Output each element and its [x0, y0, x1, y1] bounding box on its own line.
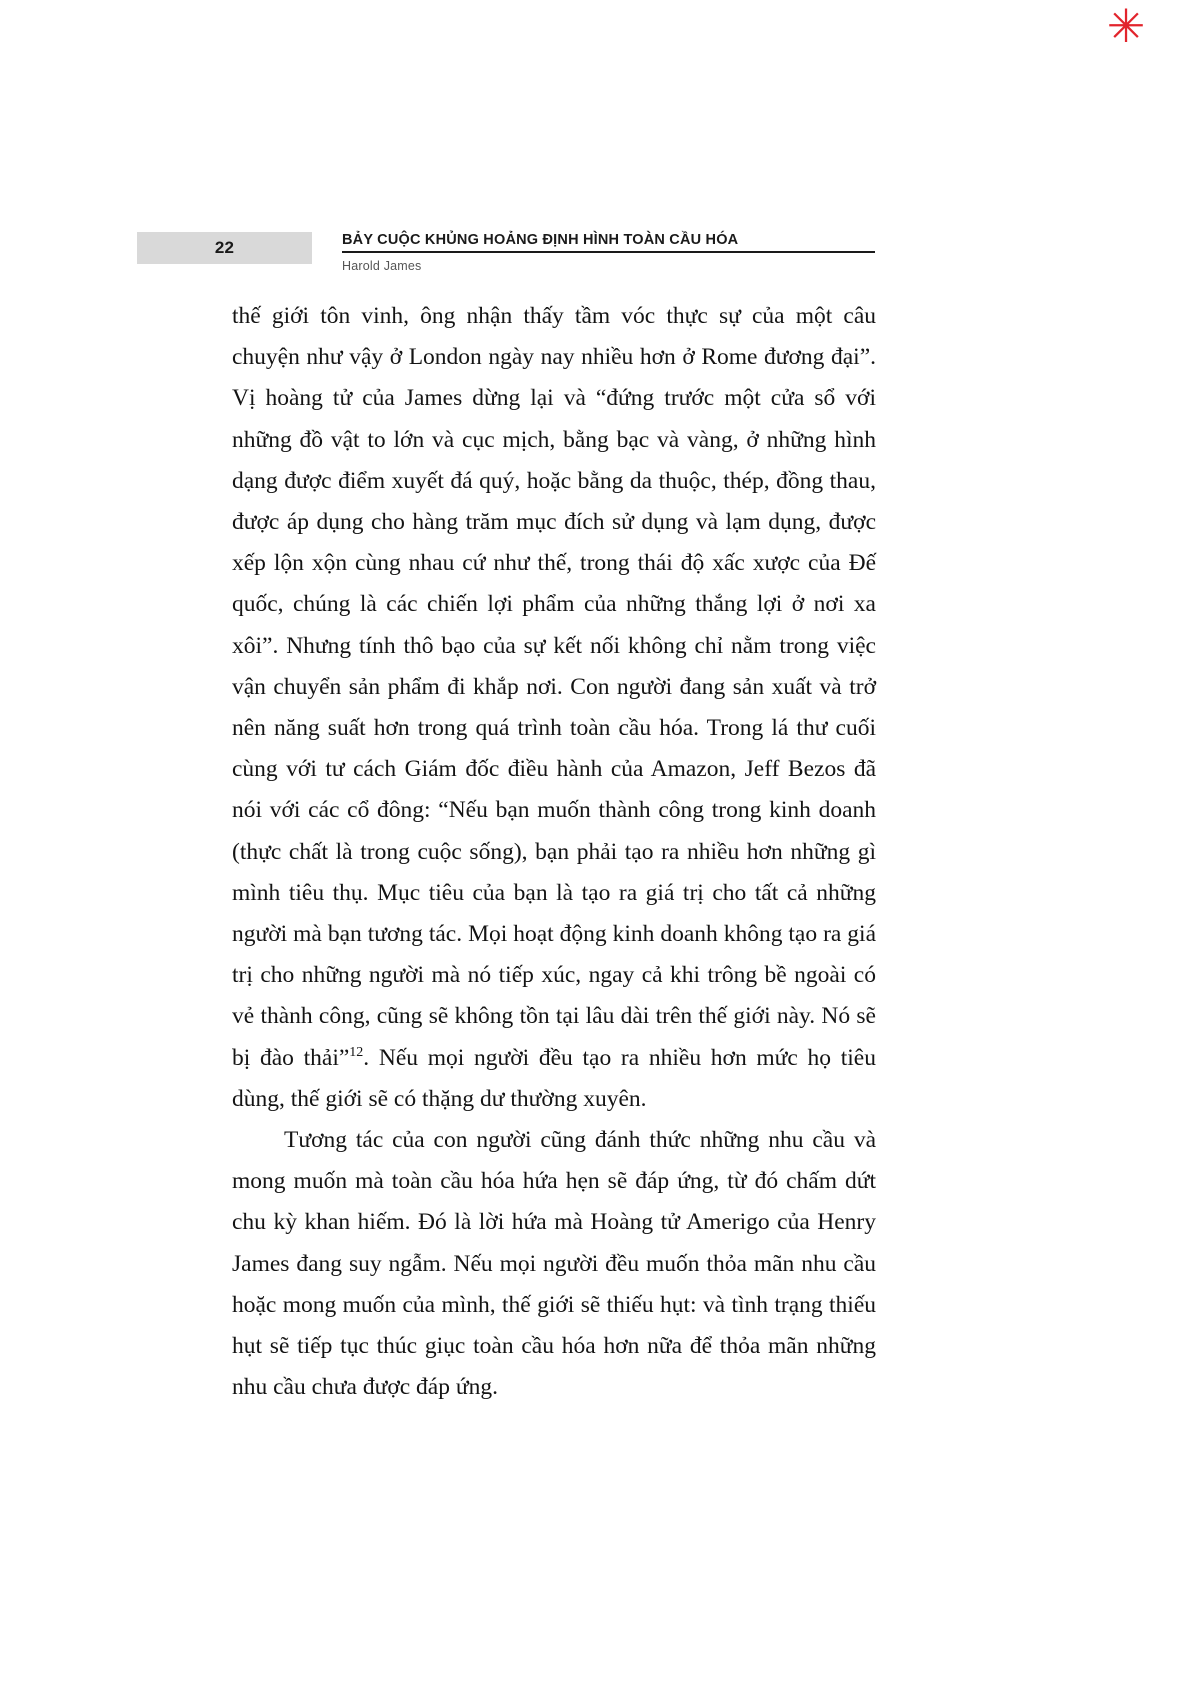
header-rule	[342, 251, 875, 253]
paragraph-1	[232, 296, 876, 1120]
author-name: Harold James	[342, 258, 422, 273]
asterisk-icon: ✳	[1106, 0, 1146, 53]
paragraph-1-main: thế giới tôn vinh, ông nhận thấy tầm vóc thực sự của một câu chuyện như vậy ở London ngày nay nhiều hơn ở Rome đương đại”. Vị hoàng tử của James dừng lại và “đứng trước một cửa sổ với những đồ vật to lớn và cục mịch, bằng bạc và vàng, ở những hình dạng được điểm xuyết đá quý, hoặc bằng da thuộc, thép, đồng thau, được áp dụng cho hàng trăm mục đích sử dụng và lạm dụng, được xếp lộn xộn cùng nhau cứ như thế, trong thái độ xấc xược của Đế quốc, chúng là các chiến lợi phẩm của những thắng lợi ở nơi xa xôi”. Nhưng tính thô bạo của sự kết nối không chỉ nằm trong việc vận chuyển sản phẩm đi khắp nơi. Con người đang sản xuất và trở nên năng suất hơn trong quá trình toàn cầu hóa. Trong lá thư cuối cùng với tư cách Giám đốc điều hành của Amazon, Jeff Bezos đã nói với các cổ đông: “Nếu bạn muốn thành công trong kinh doanh (thực chất là trong cuộc sống), bạn phải tạo ra nhiều hơn những gì mình tiêu thụ. Mục tiêu của bạn là tạo ra giá trị cho tất cả những người mà bạn tương tác. Mọi hoạt động kinh doanh không tạo ra giá trị cho những người mà nó tiếp xúc, ngay cả khi trông bề ngoài có vẻ thành công, cũng sẽ không tồn tại lâu dài trên thế giới này. Nó sẽ bị đào thải”	[232, 303, 876, 1071]
paragraph-2: Tương tác của con người cũng đánh thức những nhu cầu và mong muốn mà toàn cầu hóa hứa hẹn sẽ đáp ứng, từ đó chấm dứt chu kỳ khan hiếm. Đó là lời hứa mà Hoàng tử Amerigo của Henry James đang suy ngẫm. Nếu mọi người đều muốn thỏa mãn nhu cầu hoặc mong muốn của mình, thế giới sẽ thiếu hụt: và tình trạng thiếu hụt sẽ tiếp tục thúc giục toàn cầu hóa hơn nữa để thỏa mãn những nhu cầu chưa được đáp ứng.	[232, 1127, 876, 1401]
book-title: BẢY CUỘC KHỦNG HOẢNG ĐỊNH HÌNH TOÀN CẦU HÓA	[342, 232, 739, 248]
running-header	[137, 232, 937, 288]
paragraph-1-tail: . Nếu mọi người đều tạo ra nhiều hơn mức họ tiêu dùng, thế giới sẽ có thặng dư thường xuyên.	[232, 1044, 876, 1112]
body-text-column	[232, 296, 876, 1408]
page-number: 22	[214, 238, 235, 257]
header-titles	[342, 232, 937, 273]
footnote-marker: 12	[349, 1044, 364, 1060]
